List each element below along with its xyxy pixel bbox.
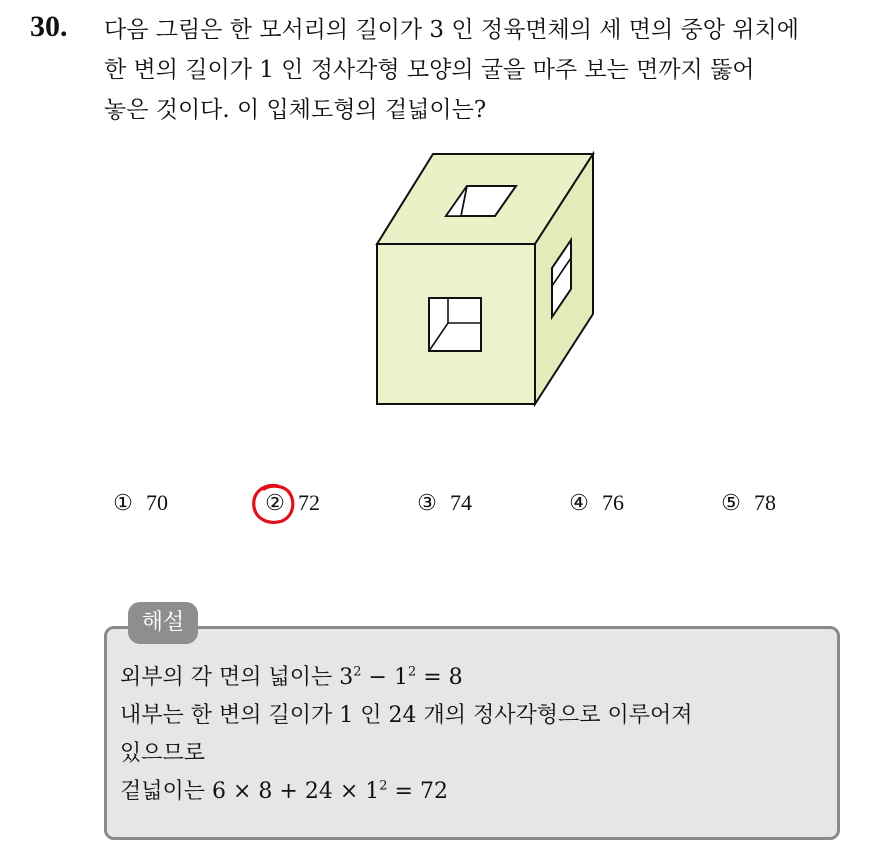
choice-3-value: 74 — [450, 490, 472, 515]
choice-5[interactable] — [718, 490, 776, 516]
choice-4[interactable] — [566, 490, 624, 516]
solution-line-3: 있으므로 — [120, 741, 206, 766]
choice-1-mark: ① — [113, 491, 133, 516]
cube-figure — [370, 150, 600, 410]
choice-4-value: 76 — [602, 490, 624, 515]
question-line-2: 한 변의 길이가 1 인 정사각형 모양의 굴을 마주 보는 면까지 뚫어 — [104, 57, 755, 83]
answer-choices — [0, 490, 884, 522]
solution-line-1: 외부의 각 면의 넓이는 $3^2 - 1^2 = 8$ — [120, 664, 463, 690]
choice-1[interactable] — [110, 490, 168, 516]
answer-circle-mark — [248, 480, 300, 530]
choice-5-value: 78 — [754, 490, 776, 515]
choice-4-mark: ④ — [569, 491, 589, 516]
choice-2-mark: ② — [265, 491, 285, 516]
solution-line-4: 겉넓이는 $6 \times 8 + 24 \times 1^2 = 72$ — [120, 778, 448, 804]
choice-2-value: 72 — [298, 490, 320, 515]
front-hole — [429, 298, 481, 351]
question-line-1: 다음 그림은 한 모서리의 길이가 3 인 정육면체의 세 면의 중앙 위치에 — [104, 17, 799, 43]
choice-3[interactable] — [414, 490, 472, 516]
question-text — [104, 12, 874, 132]
solution-tab: 해설 — [128, 602, 198, 644]
choice-5-mark: ⑤ — [721, 491, 741, 516]
choice-3-mark: ③ — [417, 491, 437, 516]
solution-line-2: 내부는 한 변의 길이가 1 인 24 개의 정사각형으로 이루어져 — [120, 703, 693, 728]
question-line-3: 놓은 것이다. 이 입체도형의 겉넓이는? — [104, 97, 487, 123]
question-number: 30. — [30, 10, 68, 43]
choice-1-value: 70 — [146, 490, 168, 515]
solution-text — [120, 660, 840, 812]
